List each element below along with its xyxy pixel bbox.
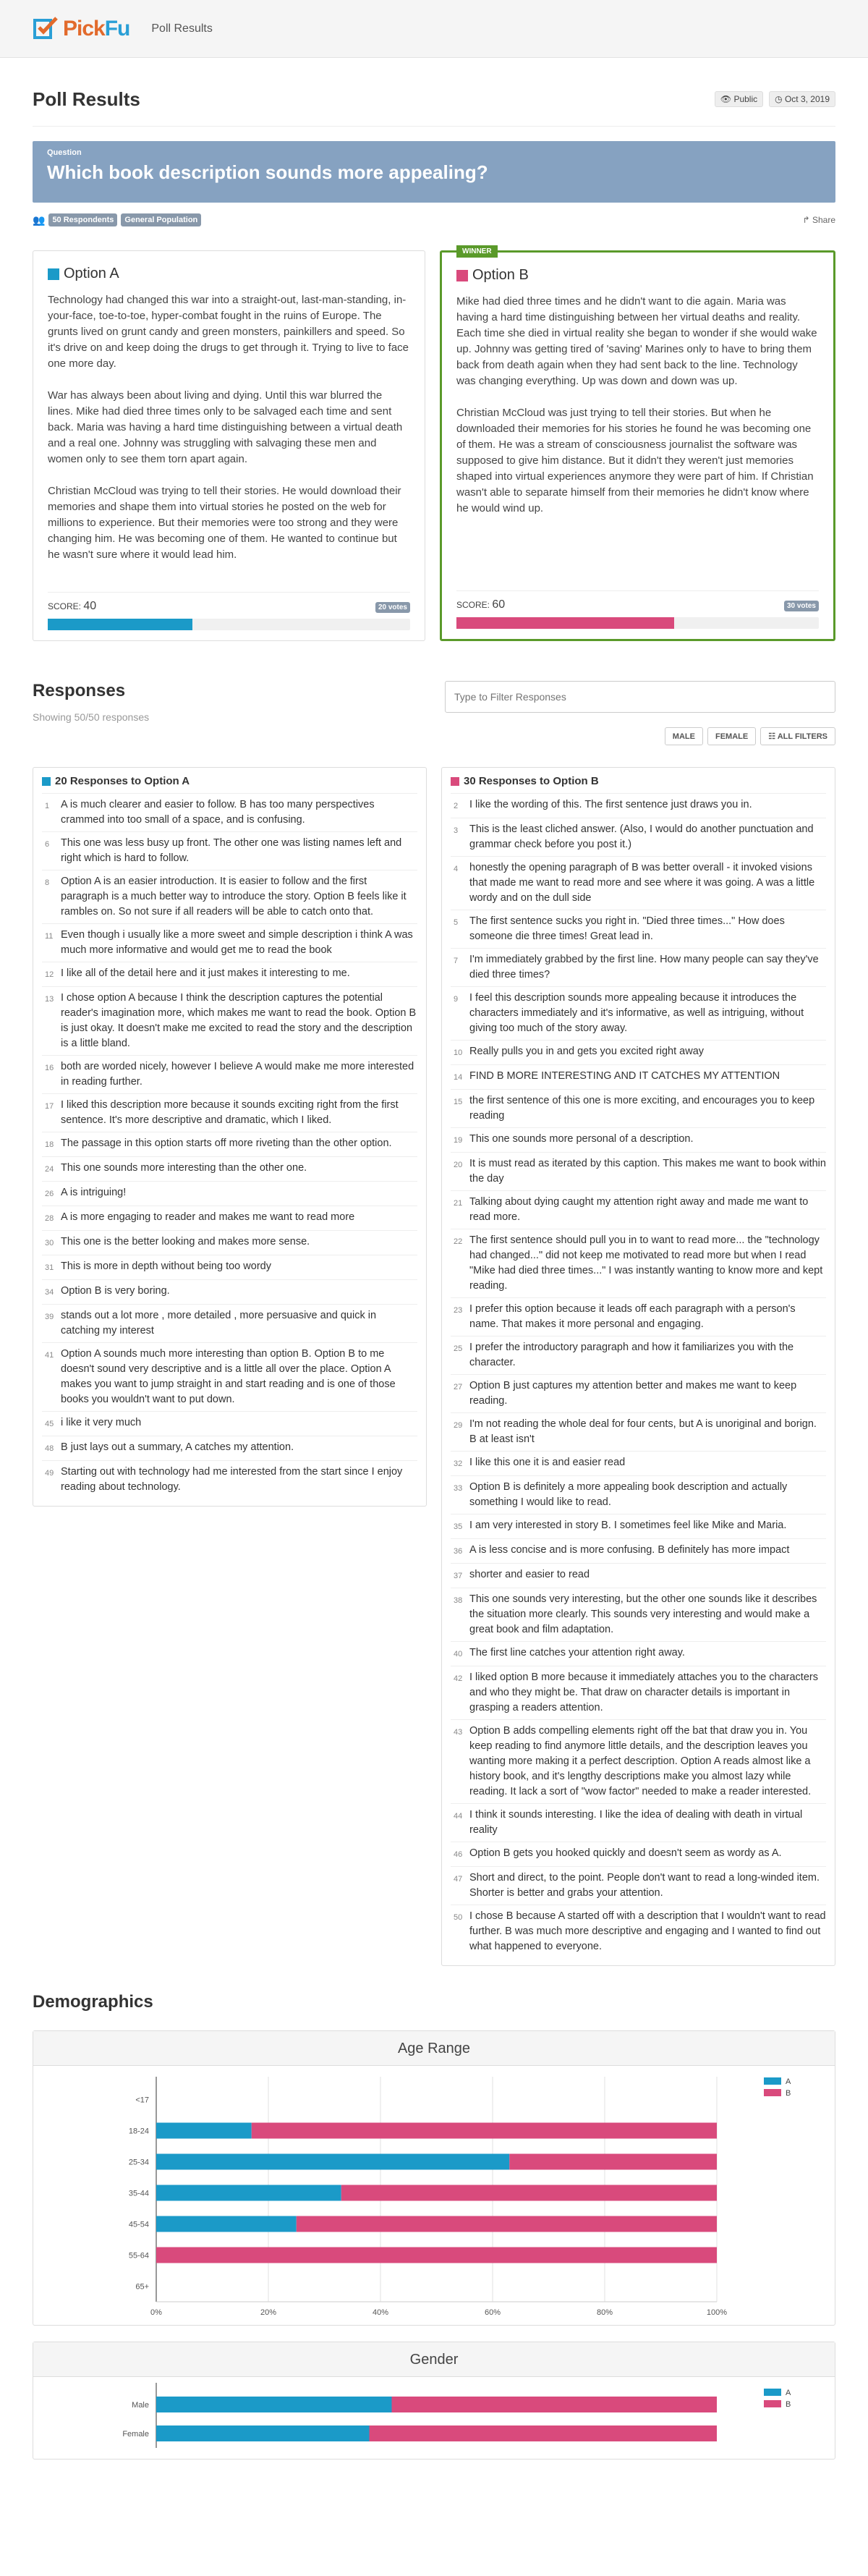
response-text: This is more in depth without being too wordy	[61, 1261, 271, 1272]
response-number: 49	[45, 1469, 54, 1478]
legend-label: B	[786, 2400, 791, 2409]
date-badge: ◷ Oct 3, 2019	[769, 91, 835, 107]
response-item	[42, 1132, 417, 1156]
response-item	[451, 1451, 826, 1475]
share-icon: ↱	[802, 215, 810, 225]
response-number: 4	[454, 865, 459, 873]
response-item	[451, 1641, 826, 1666]
response-text: Option B just captures my attention better and makes me want to keep reading.	[469, 1380, 797, 1407]
response-item	[451, 1412, 826, 1451]
legend-swatch-a	[764, 2389, 781, 2396]
visibility-badge: 👁 Public	[715, 91, 763, 107]
legend-swatch-b	[764, 2089, 781, 2096]
eye-icon: 👁	[720, 94, 732, 104]
response-item	[451, 1666, 826, 1719]
response-text: Short and direct, to the point. People don't want to read a long-winded item. Shorter is better and grabs your attention.	[469, 1872, 820, 1899]
response-item	[42, 870, 417, 923]
option-a-responses-swatch	[42, 777, 51, 786]
option-a-swatch	[48, 268, 59, 280]
response-text: I feel this description sounds more appealing because it introduces the characters immediately and it's informative, as well as intriguing, without giving too much of the story away.	[469, 992, 804, 1034]
gender-chart-title: Gender	[33, 2342, 835, 2377]
response-text: Even though i usually like a more sweet and simple description i think A was much more informative and would get me to read the book	[61, 929, 413, 956]
response-number: 44	[454, 1812, 463, 1821]
option-b-score: SCORE: 60	[456, 598, 506, 611]
response-item	[451, 910, 826, 948]
option-b-responses-title: 30 Responses to Option B	[464, 775, 599, 787]
bar-a	[156, 2154, 509, 2170]
response-text: This one sounds more personal of a description.	[469, 1133, 694, 1145]
response-item	[451, 1719, 826, 1803]
option-b-swatch	[456, 270, 468, 281]
response-number: 35	[454, 1522, 463, 1531]
respondents-tag: 50 Respondents	[48, 213, 117, 226]
response-item	[451, 818, 826, 856]
response-text: I chose B because A started off with a description that I wouldn't want to read further. B was much more descriptive and engaging and I wanted to find out what happened to everyone.	[469, 1910, 826, 1952]
population-tag: General Population	[121, 213, 201, 226]
response-text: honestly the opening paragraph of B was better overall - it invoked visions that made me want to read more and see where it was going. A was a little wordy and on the dull side	[469, 862, 815, 904]
option-b-score-fill	[456, 617, 674, 629]
response-number: 36	[454, 1547, 463, 1556]
response-item	[451, 1040, 826, 1064]
option-a-score-bar	[48, 619, 410, 630]
legend-label: B	[786, 2089, 791, 2098]
response-item	[42, 831, 417, 870]
response-number: 20	[454, 1161, 463, 1169]
option-a-score: SCORE: 40	[48, 600, 97, 612]
category-label: 35-44	[128, 2189, 149, 2198]
x-tick-label: 80%	[596, 2308, 613, 2317]
legend-swatch-a	[764, 2077, 781, 2085]
option-a-votes: 20 votes	[375, 602, 410, 613]
response-number: 8	[45, 878, 50, 887]
response-number: 9	[454, 995, 459, 1004]
users-icon: 👥	[33, 213, 46, 226]
response-item	[42, 1342, 417, 1411]
option-b-votes: 30 votes	[784, 601, 819, 611]
option-b-responses-swatch	[451, 777, 459, 786]
response-item	[451, 1229, 826, 1297]
age-range-chart	[33, 2066, 835, 2323]
response-text: The passage in this option starts off more riveting than the other option.	[61, 1137, 392, 1149]
response-number: 42	[454, 1674, 463, 1683]
page-title: Poll Results	[33, 88, 140, 110]
legend-label: A	[786, 2389, 791, 2397]
option-b-responses	[441, 767, 835, 1966]
response-number: 6	[45, 840, 50, 849]
response-text: I prefer this option because it leads off each paragraph with a person's name. That makes it more personal and engaging.	[469, 1303, 796, 1330]
response-text: I'm immediately grabbed by the first line. How many people can say they've died three times?	[469, 954, 819, 980]
response-item	[42, 923, 417, 962]
winner-badge: WINNER	[456, 245, 498, 258]
response-number: 16	[45, 1064, 54, 1072]
response-text: I like this one it is and easier read	[469, 1457, 626, 1468]
response-item	[451, 986, 826, 1040]
age-range-chart-card	[33, 2030, 835, 2326]
response-text: This one was less busy up front. The other one was listing names left and right which is hard to follow.	[61, 837, 402, 864]
response-text: It is must read as iterated by this caption. This makes me want to book within the day	[469, 1158, 826, 1185]
option-a-title: Option A	[64, 266, 119, 281]
x-tick-label: 20%	[260, 2308, 277, 2317]
response-item	[451, 1905, 826, 1958]
response-text: B just lays out a summary, A catches my attention.	[61, 1441, 294, 1453]
top-nav	[0, 0, 868, 58]
response-item	[451, 1190, 826, 1229]
bar-b	[370, 2425, 718, 2441]
responses-count: Showing 50/50 responses	[33, 711, 150, 723]
category-label: 45-54	[128, 2220, 149, 2229]
response-number: 23	[454, 1306, 463, 1315]
male-filter-button[interactable]: MALE	[665, 727, 703, 745]
logo-check-icon	[33, 16, 59, 42]
x-tick-label: 100%	[706, 2308, 728, 2317]
response-text: both are worded nicely, however I believe A would make me more interested in reading further.	[61, 1061, 414, 1088]
response-item	[42, 1255, 417, 1279]
response-number: 45	[45, 1420, 54, 1428]
response-text: I chose option A because I think the description captures the potential reader's imagination more, which makes me want to read the book. Option B is just okay. It doesn't make me excited to read the story and the description is a little bland.	[61, 992, 417, 1049]
response-text: I think it sounds interesting. I like the idea of dealing with death in virtual reality	[469, 1809, 803, 1836]
filter-responses-input[interactable]	[445, 681, 835, 713]
response-text: Really pulls you in and gets you excited right away	[469, 1046, 705, 1057]
x-tick-label: 0%	[150, 2308, 162, 2317]
response-text: Option B is very boring.	[61, 1285, 170, 1297]
response-item	[42, 1411, 417, 1436]
response-item	[451, 1297, 826, 1336]
nav-title: Poll Results	[151, 22, 213, 35]
response-number: 10	[454, 1048, 463, 1057]
response-item	[451, 1538, 826, 1563]
bar-b	[509, 2154, 717, 2170]
response-text: The first sentence should pull you in to want to read more... the "technology had changed..." did not keep me motivated to read more but when I read "Mike had died three times..." I was instantly wanting to know more and kept reading.	[469, 1234, 823, 1292]
bar-a	[156, 2216, 297, 2232]
response-text: I liked this description more because it sounds exciting right from the first sentence. It's more descriptive and dramatic, which I liked.	[61, 1099, 399, 1126]
response-number: 39	[45, 1313, 54, 1321]
option-b-score-bar	[456, 617, 819, 629]
option-a-score-fill	[48, 619, 192, 630]
response-item	[42, 1181, 417, 1206]
response-text: This one is the better looking and makes more sense.	[61, 1236, 310, 1247]
response-number: 27	[454, 1383, 463, 1391]
response-number: 12	[45, 970, 54, 979]
response-item	[451, 1064, 826, 1089]
response-number: 37	[454, 1572, 463, 1580]
bar-b	[297, 2216, 717, 2232]
response-item	[451, 1563, 826, 1588]
option-a-card	[33, 250, 425, 641]
response-number: 14	[454, 1073, 463, 1082]
response-item	[451, 856, 826, 910]
response-text: I'm not reading the whole deal for four cents, but A is unoriginal and borign. B at least isn't	[469, 1418, 817, 1445]
response-number: 15	[454, 1098, 463, 1106]
response-number: 30	[45, 1239, 54, 1247]
response-item	[42, 1156, 417, 1181]
bar-b	[156, 2247, 717, 2263]
response-number: 7	[454, 957, 459, 965]
response-number: 17	[45, 1102, 54, 1111]
response-text: I am very interested in story B. I sometimes feel like Mike and Maria.	[469, 1520, 787, 1531]
response-item	[42, 1279, 417, 1304]
x-tick-label: 60%	[484, 2308, 501, 2317]
gender-chart-card	[33, 2342, 835, 2460]
response-text: This one sounds more interesting than the other one.	[61, 1162, 307, 1174]
response-text: A is more engaging to reader and makes me want to read more	[61, 1211, 355, 1223]
response-item	[451, 1374, 826, 1412]
bar-a	[156, 2425, 370, 2441]
response-item	[42, 1230, 417, 1255]
response-item	[451, 1588, 826, 1641]
response-number: 40	[454, 1650, 463, 1658]
response-text: This is the least cliched answer. (Also, I would do another punctuation and grammar check before you post it.)	[469, 823, 814, 850]
response-number: 29	[454, 1421, 463, 1430]
share-link[interactable]: ↱ Share	[802, 215, 835, 225]
response-item	[451, 1089, 826, 1127]
response-number: 33	[454, 1484, 463, 1493]
response-text: FIND B MORE INTERESTING AND IT CATCHES MY ATTENTION	[469, 1070, 780, 1082]
response-item	[451, 1336, 826, 1374]
response-number: 5	[454, 918, 459, 927]
response-text: the first sentence of this one is more exciting, and encourages you to keep reading	[469, 1095, 815, 1122]
response-text: Option A is an easier introduction. It is easier to follow and the first paragraph is a much better way to introduce the story. Option B feels like it rambles on. So not sure if all readers will be able to catch onto that.	[61, 876, 407, 918]
response-number: 2	[454, 802, 459, 810]
age-range-chart-title: Age Range	[33, 2031, 835, 2066]
responses-title: Responses	[33, 681, 126, 700]
response-item	[451, 1842, 826, 1866]
sliders-icon: ☷	[768, 732, 776, 741]
response-number: 41	[45, 1351, 54, 1360]
option-b-card	[440, 247, 835, 641]
response-item	[42, 962, 417, 986]
bar-b	[252, 2123, 717, 2139]
response-item	[451, 1152, 826, 1190]
response-item	[42, 1436, 417, 1460]
response-number: 21	[454, 1199, 463, 1208]
response-number: 26	[45, 1190, 54, 1198]
response-text: A is less concise and is more confusing. B definitely has more impact	[469, 1544, 790, 1556]
response-text: stands out a lot more , more detailed , more persuasive and quick in catching my interest	[61, 1310, 377, 1336]
response-number: 34	[45, 1288, 54, 1297]
category-label: 25-34	[128, 2158, 149, 2167]
response-text: Option B is definitely a more appealing book description and actually something I would like to read.	[469, 1481, 788, 1508]
response-text: Option A sounds much more interesting than option B. Option B to me doesn't sound very descriptive and is a little all over the place. Option A makes you want to jump straight in and start reading and is one of those books you wouldn't want to put down.	[61, 1348, 396, 1405]
response-number: 24	[45, 1165, 54, 1174]
response-number: 18	[45, 1140, 54, 1149]
legend-swatch-b	[764, 2400, 781, 2407]
response-item	[451, 1866, 826, 1905]
response-item	[42, 1055, 417, 1093]
response-item	[451, 1127, 826, 1152]
response-item	[42, 1093, 417, 1132]
response-text: shorter and easier to read	[469, 1569, 590, 1580]
logo-text: PickFu	[63, 16, 130, 41]
response-text: I liked option B more because it immediately attaches you to the characters and who they might be. That draw on character details is important in grasping a readers attention.	[469, 1672, 818, 1713]
response-item	[42, 1460, 417, 1499]
response-item	[451, 1803, 826, 1842]
response-number: 43	[454, 1728, 463, 1737]
response-number: 11	[45, 932, 54, 941]
legend-label: A	[786, 2077, 791, 2086]
response-item	[42, 1304, 417, 1342]
question-label: Question	[47, 148, 82, 157]
demographics-title: Demographics	[33, 1992, 153, 2012]
female-filter-button[interactable]: FEMALE	[707, 727, 756, 745]
all-filters-button[interactable]: ☷ ALL FILTERS	[760, 727, 835, 745]
response-item	[451, 1475, 826, 1514]
response-text: Starting out with technology had me interested from the start since I enjoy reading about technology.	[61, 1466, 403, 1493]
response-text: Option B adds compelling elements right off the bat that draw you in. You keep reading to find anymore little details, and the description leaves you wanting more making it a perfect description. Option A reads almost like a history book, and it's lengthy descriptions make you almost lazy while reading. It lack a sort of "wow factor" needed to make a reader interested.	[469, 1725, 812, 1797]
clock-icon: ◷	[775, 94, 783, 104]
response-text: This one sounds very interesting, but the other one sounds like it describes the situation more clearly. This sounds very interesting and would make a great book and film adaptation.	[469, 1593, 817, 1635]
gender-chart	[33, 2377, 835, 2457]
question-text: Which book description sounds more appealing?	[47, 161, 488, 183]
bar-b	[341, 2185, 717, 2201]
response-number: 48	[45, 1444, 54, 1453]
response-number: 19	[454, 1136, 463, 1145]
response-text: I like the wording of this. The first sentence just draws you in.	[469, 799, 752, 810]
option-a-text: Technology had changed this war into a straight-out, last-man-standing, in-your-face, toe-to-toe, hyper-combat fought in the ruins of Europe. The grunts lived on grunt candy and green monsters, painkillers and speed. So it's drive on and keep doing the drugs to get through it. Trying to live to face one more day. War has always been about living and dying. Until this war blurred the lines. Mike had died three times only to be salvaged each time and sent back. Maria was having a hard time distinguishing between a virtual death and a real one. Johnny was struggling with salvaging these men and women only to see them torn apart again. Christian McCloud was trying to tell their stories. He would download their memories and shape them into virtual stories he posted on the web for millions to experience. But their memories were too strong and they were changing him. He was becoming one of them. He wanted to continue but he wasn't sure where it would lead him.	[48, 294, 409, 561]
option-a-responses-title: 20 Responses to Option A	[55, 775, 190, 787]
pickfu-logo[interactable]	[33, 16, 129, 42]
category-label: Male	[132, 2401, 149, 2410]
response-item	[451, 793, 826, 818]
response-number: 38	[454, 1596, 463, 1605]
response-number: 25	[454, 1344, 463, 1353]
response-number: 13	[45, 995, 54, 1004]
response-number: 28	[45, 1214, 54, 1223]
category-label: 55-64	[128, 2251, 149, 2261]
option-b-title: Option B	[472, 267, 529, 283]
response-number: 50	[454, 1913, 463, 1922]
response-item	[451, 1514, 826, 1538]
response-number: 22	[454, 1237, 463, 1246]
response-number: 47	[454, 1875, 463, 1884]
response-item	[42, 986, 417, 1055]
response-text: The first line catches your attention right away.	[469, 1647, 685, 1658]
response-number: 31	[45, 1263, 54, 1272]
bar-a	[156, 2397, 392, 2412]
response-item	[451, 948, 826, 986]
response-number: 46	[454, 1850, 463, 1859]
category-label: Female	[122, 2430, 149, 2439]
option-a-responses	[33, 767, 427, 1507]
category-label: 65+	[135, 2282, 149, 2292]
x-tick-label: 40%	[372, 2308, 389, 2317]
bar-a	[156, 2185, 341, 2201]
response-number: 32	[454, 1459, 463, 1468]
question-box	[33, 141, 835, 203]
category-label: <17	[135, 2096, 149, 2105]
response-text: Option B gets you hooked quickly and doesn't seem as wordy as A.	[469, 1847, 782, 1859]
response-text: The first sentence sucks you right in. "Died three times..." How does someone die three times! Great lead in.	[469, 915, 785, 942]
response-number: 3	[454, 826, 459, 835]
response-text: A is much clearer and easier to follow. B has too many perspectives crammed into too small of a space, and is confusing.	[61, 799, 375, 826]
bar-b	[392, 2397, 718, 2412]
response-text: Talking about dying caught my attention right away and made me want to read more.	[469, 1196, 809, 1223]
response-text: i like it very much	[61, 1417, 142, 1428]
response-text: I prefer the introductory paragraph and how it familiarizes you with the character.	[469, 1342, 794, 1368]
bar-a	[156, 2123, 252, 2139]
option-b-text: Mike had died three times and he didn't want to die again. Maria was having a hard time distinguishing between her virtual deaths and reality. Each time she died in virtual reality she began to wonder if she would wake up. Johnny was getting tired of 'saving' Marines only to have to bring them back from death again when they had sent back to the line. Technology was changing everything. Up was down and down was up. Christian McCloud was just trying to tell their stories. But when he downloaded their memories for his stories he found he was becoming one of them. He was a stream of consciousness journalist the software was supposed to give him distance. But it didn't they weren't just memories shaped into virtual experiences anymore they were part of him. If Christian wasn't able to separate himself from their memories he didn't know where he would wind up.	[456, 295, 817, 514]
response-item	[42, 1206, 417, 1230]
category-label: 18-24	[128, 2127, 149, 2136]
response-item	[42, 793, 417, 831]
response-text: A is intriguing!	[61, 1187, 127, 1198]
response-text: I like all of the detail here and it just makes it interesting to me.	[61, 967, 350, 979]
response-number: 1	[45, 802, 50, 810]
